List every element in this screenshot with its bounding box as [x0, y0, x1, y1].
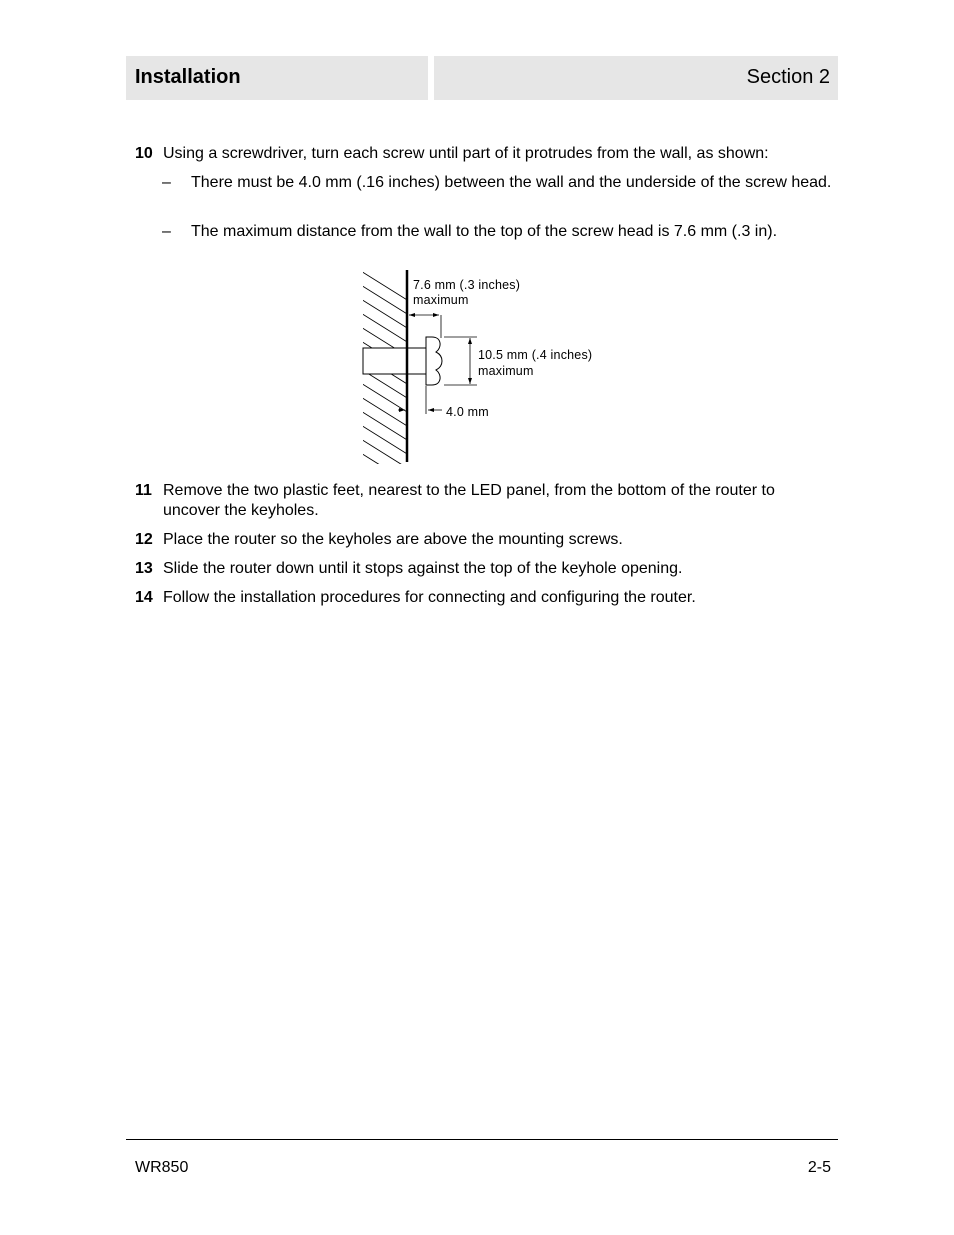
- label-7-6-mm: 7.6 mm (.3 inches): [413, 278, 521, 292]
- label-4-0-mm: 4.0 mm: [446, 405, 489, 419]
- step-text: Place the router so the keyholes are above the mounting screws.: [163, 531, 623, 548]
- label-7-6-maximum: maximum: [413, 293, 469, 307]
- step-number: 10: [135, 145, 153, 162]
- step-number: 14: [135, 589, 153, 606]
- bullet-text: There must be 4.0 mm (.16 inches) between the wall and the underside of the screw head.: [191, 174, 832, 191]
- step-text: Follow the installation procedures for connecting and configuring the router.: [163, 589, 696, 606]
- label-10-5-mm: 10.5 mm (.4 inches): [478, 348, 593, 362]
- bullet-dash: –: [162, 223, 171, 240]
- screw-diagram: [360, 268, 620, 464]
- bullet-dash: –: [162, 174, 171, 191]
- bullet-text: The maximum distance from the wall to the top of the screw head is 7.6 mm (.3 in).: [191, 223, 778, 240]
- step-number: 11: [135, 482, 152, 499]
- footer-model: WR850: [135, 1159, 189, 1176]
- footer-page-number: 2-5: [807, 1159, 831, 1176]
- step-text: Remove the two plastic feet, nearest to the LED panel, from the bottom of the router to uncover the keyholes.: [163, 482, 775, 519]
- page-header: [126, 56, 838, 100]
- step-number: 12: [135, 531, 153, 548]
- footer-rule: [126, 1139, 838, 1140]
- header-title: Installation: [135, 66, 241, 88]
- screw-shank: [363, 348, 426, 374]
- step-number: 13: [135, 560, 153, 577]
- step-text: Slide the router down until it stops against the top of the keyhole opening.: [163, 560, 683, 577]
- screw-head: [426, 337, 442, 385]
- step-text: Using a screwdriver, turn each screw until part of it protrudes from the wall, as shown:: [163, 145, 769, 162]
- label-10-5-maximum: maximum: [478, 364, 534, 378]
- header-section: Section 2: [746, 66, 830, 88]
